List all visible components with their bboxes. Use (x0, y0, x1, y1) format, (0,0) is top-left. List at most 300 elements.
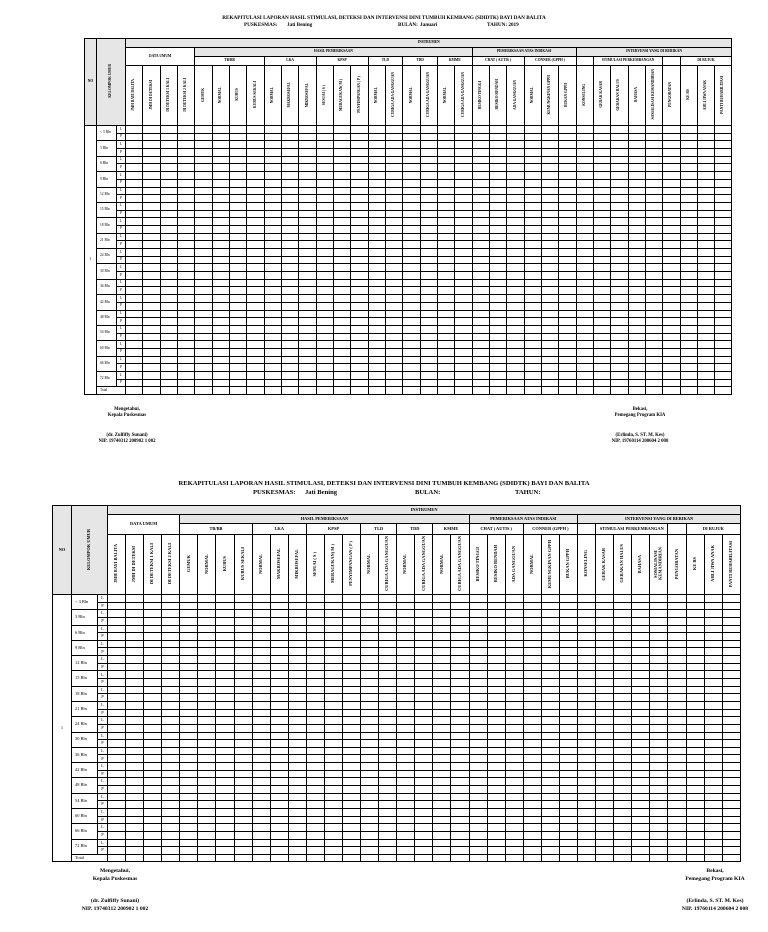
data-cell[interactable] (541, 656, 559, 664)
data-cell[interactable] (306, 793, 324, 801)
data-cell[interactable] (541, 847, 559, 855)
data-cell[interactable] (144, 602, 162, 610)
data-cell[interactable] (270, 633, 288, 641)
data-cell[interactable] (343, 824, 361, 832)
data-cell[interactable] (686, 816, 704, 824)
data-cell[interactable] (403, 141, 420, 149)
data-cell[interactable] (368, 287, 385, 295)
data-cell[interactable] (715, 156, 732, 164)
data-cell[interactable] (229, 210, 246, 218)
data-cell[interactable] (234, 847, 252, 855)
data-cell[interactable] (316, 202, 333, 210)
data-cell[interactable] (281, 149, 298, 157)
data-cell[interactable] (247, 225, 264, 233)
data-cell[interactable] (632, 724, 650, 732)
data-cell[interactable] (663, 287, 680, 295)
data-cell[interactable] (198, 602, 216, 610)
data-cell[interactable] (385, 156, 402, 164)
data-cell[interactable] (324, 724, 342, 732)
data-cell[interactable] (195, 179, 212, 187)
data-cell[interactable] (650, 679, 668, 687)
data-cell[interactable] (177, 187, 194, 195)
data-cell[interactable] (715, 341, 732, 349)
data-cell[interactable] (704, 663, 722, 671)
total-cell[interactable] (576, 387, 593, 395)
data-cell[interactable] (379, 732, 397, 740)
data-cell[interactable] (385, 302, 402, 310)
data-cell[interactable] (234, 824, 252, 832)
data-cell[interactable] (628, 187, 645, 195)
data-cell[interactable] (650, 740, 668, 748)
data-cell[interactable] (299, 310, 316, 318)
data-cell[interactable] (489, 202, 506, 210)
data-cell[interactable] (686, 801, 704, 809)
data-cell[interactable] (650, 839, 668, 847)
data-cell[interactable] (385, 179, 402, 187)
data-cell[interactable] (385, 149, 402, 157)
data-cell[interactable] (611, 210, 628, 218)
data-cell[interactable] (379, 786, 397, 794)
data-cell[interactable] (645, 126, 662, 134)
total-cell[interactable] (385, 387, 402, 395)
data-cell[interactable] (343, 648, 361, 656)
data-cell[interactable] (212, 126, 229, 134)
data-cell[interactable] (524, 372, 541, 380)
data-cell[interactable] (234, 679, 252, 687)
data-cell[interactable] (270, 694, 288, 702)
data-cell[interactable] (143, 202, 160, 210)
data-cell[interactable] (247, 379, 264, 387)
data-cell[interactable] (379, 648, 397, 656)
data-cell[interactable] (397, 701, 415, 709)
data-cell[interactable] (455, 133, 472, 141)
data-cell[interactable] (578, 610, 596, 618)
data-cell[interactable] (324, 679, 342, 687)
data-cell[interactable] (216, 679, 234, 687)
data-cell[interactable] (559, 233, 576, 241)
data-cell[interactable] (126, 732, 144, 740)
data-cell[interactable] (281, 133, 298, 141)
data-cell[interactable] (415, 778, 433, 786)
data-cell[interactable] (451, 610, 469, 618)
data-cell[interactable] (523, 801, 541, 809)
total-cell[interactable] (361, 854, 379, 862)
data-cell[interactable] (541, 816, 559, 824)
data-cell[interactable] (288, 656, 306, 664)
total-cell[interactable] (715, 387, 732, 395)
data-cell[interactable] (437, 264, 454, 272)
data-cell[interactable] (632, 640, 650, 648)
data-cell[interactable] (361, 816, 379, 824)
data-cell[interactable] (195, 210, 212, 218)
data-cell[interactable] (541, 126, 558, 134)
data-cell[interactable] (686, 679, 704, 687)
data-cell[interactable] (324, 778, 342, 786)
data-cell[interactable] (472, 241, 489, 249)
data-cell[interactable] (229, 195, 246, 203)
data-cell[interactable] (143, 318, 160, 326)
data-cell[interactable] (437, 241, 454, 249)
data-cell[interactable] (143, 348, 160, 356)
data-cell[interactable] (451, 663, 469, 671)
data-cell[interactable] (487, 595, 505, 603)
data-cell[interactable] (333, 287, 350, 295)
data-cell[interactable] (264, 233, 281, 241)
data-cell[interactable] (645, 210, 662, 218)
data-cell[interactable] (645, 133, 662, 141)
data-cell[interactable] (126, 348, 143, 356)
data-cell[interactable] (433, 679, 451, 687)
data-cell[interactable] (316, 372, 333, 380)
data-cell[interactable] (144, 656, 162, 664)
data-cell[interactable] (523, 701, 541, 709)
data-cell[interactable] (333, 379, 350, 387)
data-cell[interactable] (403, 149, 420, 157)
data-cell[interactable] (397, 801, 415, 809)
data-cell[interactable] (645, 379, 662, 387)
data-cell[interactable] (368, 279, 385, 287)
data-cell[interactable] (403, 341, 420, 349)
data-cell[interactable] (361, 755, 379, 763)
data-cell[interactable] (281, 241, 298, 249)
data-cell[interactable] (385, 318, 402, 326)
data-cell[interactable] (403, 264, 420, 272)
data-cell[interactable] (180, 625, 198, 633)
data-cell[interactable] (343, 724, 361, 732)
data-cell[interactable] (252, 694, 270, 702)
data-cell[interactable] (596, 679, 614, 687)
data-cell[interactable] (212, 249, 229, 257)
data-cell[interactable] (379, 839, 397, 847)
data-cell[interactable] (611, 156, 628, 164)
data-cell[interactable] (299, 233, 316, 241)
data-cell[interactable] (351, 333, 368, 341)
data-cell[interactable] (593, 379, 610, 387)
data-cell[interactable] (505, 831, 523, 839)
data-cell[interactable] (264, 272, 281, 280)
data-cell[interactable] (403, 179, 420, 187)
data-cell[interactable] (559, 793, 577, 801)
data-cell[interactable] (578, 686, 596, 694)
data-cell[interactable] (680, 210, 697, 218)
data-cell[interactable] (288, 602, 306, 610)
data-cell[interactable] (316, 325, 333, 333)
data-cell[interactable] (143, 195, 160, 203)
data-cell[interactable] (489, 295, 506, 303)
data-cell[interactable] (144, 701, 162, 709)
data-cell[interactable] (469, 701, 487, 709)
data-cell[interactable] (697, 356, 714, 364)
data-cell[interactable] (144, 816, 162, 824)
data-cell[interactable] (650, 602, 668, 610)
data-cell[interactable] (180, 786, 198, 794)
data-cell[interactable] (559, 801, 577, 809)
data-cell[interactable] (611, 379, 628, 387)
data-cell[interactable] (686, 763, 704, 771)
data-cell[interactable] (697, 379, 714, 387)
data-cell[interactable] (252, 740, 270, 748)
data-cell[interactable] (596, 701, 614, 709)
data-cell[interactable] (505, 793, 523, 801)
data-cell[interactable] (420, 249, 437, 257)
data-cell[interactable] (415, 824, 433, 832)
data-cell[interactable] (650, 786, 668, 794)
data-cell[interactable] (523, 824, 541, 832)
data-cell[interactable] (628, 179, 645, 187)
data-cell[interactable] (403, 372, 420, 380)
data-cell[interactable] (270, 778, 288, 786)
data-cell[interactable] (507, 249, 524, 257)
data-cell[interactable] (385, 164, 402, 172)
data-cell[interactable] (593, 210, 610, 218)
data-cell[interactable] (198, 633, 216, 641)
data-cell[interactable] (316, 225, 333, 233)
data-cell[interactable] (663, 379, 680, 387)
data-cell[interactable] (234, 793, 252, 801)
data-cell[interactable] (455, 310, 472, 318)
data-cell[interactable] (596, 617, 614, 625)
data-cell[interactable] (415, 740, 433, 748)
data-cell[interactable] (162, 793, 180, 801)
data-cell[interactable] (180, 633, 198, 641)
data-cell[interactable] (343, 808, 361, 816)
data-cell[interactable] (195, 187, 212, 195)
data-cell[interactable] (229, 356, 246, 364)
data-cell[interactable] (593, 325, 610, 333)
data-cell[interactable] (415, 755, 433, 763)
data-cell[interactable] (333, 141, 350, 149)
data-cell[interactable] (177, 341, 194, 349)
data-cell[interactable] (270, 816, 288, 824)
data-cell[interactable] (541, 793, 559, 801)
data-cell[interactable] (281, 333, 298, 341)
data-cell[interactable] (559, 225, 576, 233)
data-cell[interactable] (541, 156, 558, 164)
data-cell[interactable] (368, 187, 385, 195)
data-cell[interactable] (614, 656, 632, 664)
data-cell[interactable] (299, 126, 316, 134)
data-cell[interactable] (361, 694, 379, 702)
data-cell[interactable] (198, 671, 216, 679)
data-cell[interactable] (524, 302, 541, 310)
data-cell[interactable] (368, 256, 385, 264)
data-cell[interactable] (614, 770, 632, 778)
data-cell[interactable] (576, 333, 593, 341)
data-cell[interactable] (645, 318, 662, 326)
data-cell[interactable] (143, 341, 160, 349)
data-cell[interactable] (177, 325, 194, 333)
data-cell[interactable] (281, 126, 298, 134)
data-cell[interactable] (632, 763, 650, 771)
data-cell[interactable] (505, 679, 523, 687)
data-cell[interactable] (469, 801, 487, 809)
data-cell[interactable] (397, 625, 415, 633)
data-cell[interactable] (715, 195, 732, 203)
total-cell[interactable] (596, 854, 614, 862)
data-cell[interactable] (288, 824, 306, 832)
data-cell[interactable] (126, 225, 143, 233)
data-cell[interactable] (252, 633, 270, 641)
data-cell[interactable] (397, 824, 415, 832)
data-cell[interactable] (489, 149, 506, 157)
data-cell[interactable] (333, 156, 350, 164)
data-cell[interactable] (686, 778, 704, 786)
data-cell[interactable] (385, 310, 402, 318)
data-cell[interactable] (281, 141, 298, 149)
data-cell[interactable] (451, 694, 469, 702)
data-cell[interactable] (216, 732, 234, 740)
data-cell[interactable] (668, 747, 686, 755)
data-cell[interactable] (162, 595, 180, 603)
data-cell[interactable] (469, 724, 487, 732)
data-cell[interactable] (576, 241, 593, 249)
data-cell[interactable] (333, 249, 350, 257)
data-cell[interactable] (420, 172, 437, 180)
data-cell[interactable] (505, 709, 523, 717)
data-cell[interactable] (559, 656, 577, 664)
data-cell[interactable] (420, 187, 437, 195)
data-cell[interactable] (108, 694, 126, 702)
data-cell[interactable] (697, 233, 714, 241)
data-cell[interactable] (578, 694, 596, 702)
data-cell[interactable] (281, 379, 298, 387)
data-cell[interactable] (663, 310, 680, 318)
total-cell[interactable] (299, 387, 316, 395)
data-cell[interactable] (523, 732, 541, 740)
data-cell[interactable] (270, 648, 288, 656)
data-cell[interactable] (611, 364, 628, 372)
data-cell[interactable] (126, 671, 144, 679)
data-cell[interactable] (126, 763, 144, 771)
data-cell[interactable] (650, 732, 668, 740)
data-cell[interactable] (143, 249, 160, 257)
data-cell[interactable] (162, 625, 180, 633)
data-cell[interactable] (489, 156, 506, 164)
data-cell[interactable] (507, 279, 524, 287)
data-cell[interactable] (180, 701, 198, 709)
data-cell[interactable] (229, 218, 246, 226)
data-cell[interactable] (361, 801, 379, 809)
data-cell[interactable] (614, 824, 632, 832)
data-cell[interactable] (281, 302, 298, 310)
data-cell[interactable] (697, 126, 714, 134)
total-cell[interactable] (264, 387, 281, 395)
data-cell[interactable] (680, 364, 697, 372)
data-cell[interactable] (108, 602, 126, 610)
data-cell[interactable] (632, 801, 650, 809)
data-cell[interactable] (437, 318, 454, 326)
data-cell[interactable] (704, 801, 722, 809)
data-cell[interactable] (333, 325, 350, 333)
data-cell[interactable] (507, 256, 524, 264)
data-cell[interactable] (333, 202, 350, 210)
data-cell[interactable] (596, 602, 614, 610)
data-cell[interactable] (628, 364, 645, 372)
data-cell[interactable] (385, 279, 402, 287)
data-cell[interactable] (144, 648, 162, 656)
data-cell[interactable] (451, 816, 469, 824)
data-cell[interactable] (433, 717, 451, 725)
data-cell[interactable] (379, 617, 397, 625)
data-cell[interactable] (126, 724, 144, 732)
data-cell[interactable] (333, 172, 350, 180)
data-cell[interactable] (343, 656, 361, 664)
data-cell[interactable] (252, 831, 270, 839)
data-cell[interactable] (611, 318, 628, 326)
data-cell[interactable] (523, 717, 541, 725)
data-cell[interactable] (126, 595, 144, 603)
data-cell[interactable] (614, 717, 632, 725)
data-cell[interactable] (663, 233, 680, 241)
data-cell[interactable] (505, 640, 523, 648)
data-cell[interactable] (715, 379, 732, 387)
data-cell[interactable] (524, 187, 541, 195)
data-cell[interactable] (541, 302, 558, 310)
data-cell[interactable] (704, 847, 722, 855)
data-cell[interactable] (247, 325, 264, 333)
data-cell[interactable] (663, 249, 680, 257)
data-cell[interactable] (541, 202, 558, 210)
data-cell[interactable] (650, 724, 668, 732)
data-cell[interactable] (316, 295, 333, 303)
data-cell[interactable] (559, 816, 577, 824)
data-cell[interactable] (614, 602, 632, 610)
data-cell[interactable] (505, 701, 523, 709)
data-cell[interactable] (324, 732, 342, 740)
total-cell[interactable] (368, 387, 385, 395)
data-cell[interactable] (144, 747, 162, 755)
data-cell[interactable] (270, 839, 288, 847)
data-cell[interactable] (507, 302, 524, 310)
data-cell[interactable] (614, 640, 632, 648)
data-cell[interactable] (722, 648, 741, 656)
data-cell[interactable] (433, 732, 451, 740)
data-cell[interactable] (632, 595, 650, 603)
data-cell[interactable] (368, 356, 385, 364)
data-cell[interactable] (216, 763, 234, 771)
data-cell[interactable] (195, 310, 212, 318)
data-cell[interactable] (559, 839, 577, 847)
data-cell[interactable] (680, 218, 697, 226)
data-cell[interactable] (680, 348, 697, 356)
data-cell[interactable] (645, 156, 662, 164)
data-cell[interactable] (697, 287, 714, 295)
data-cell[interactable] (505, 648, 523, 656)
data-cell[interactable] (264, 279, 281, 287)
data-cell[interactable] (306, 808, 324, 816)
data-cell[interactable] (722, 625, 741, 633)
total-cell[interactable] (469, 854, 487, 862)
data-cell[interactable] (281, 249, 298, 257)
data-cell[interactable] (281, 279, 298, 287)
data-cell[interactable] (559, 287, 576, 295)
data-cell[interactable] (559, 671, 577, 679)
data-cell[interactable] (385, 233, 402, 241)
data-cell[interactable] (559, 640, 577, 648)
data-cell[interactable] (593, 195, 610, 203)
data-cell[interactable] (489, 187, 506, 195)
data-cell[interactable] (288, 793, 306, 801)
data-cell[interactable] (126, 694, 144, 702)
data-cell[interactable] (632, 610, 650, 618)
data-cell[interactable] (487, 617, 505, 625)
data-cell[interactable] (559, 348, 576, 356)
data-cell[interactable] (144, 847, 162, 855)
data-cell[interactable] (523, 755, 541, 763)
data-cell[interactable] (541, 333, 558, 341)
data-cell[interactable] (234, 808, 252, 816)
data-cell[interactable] (351, 364, 368, 372)
